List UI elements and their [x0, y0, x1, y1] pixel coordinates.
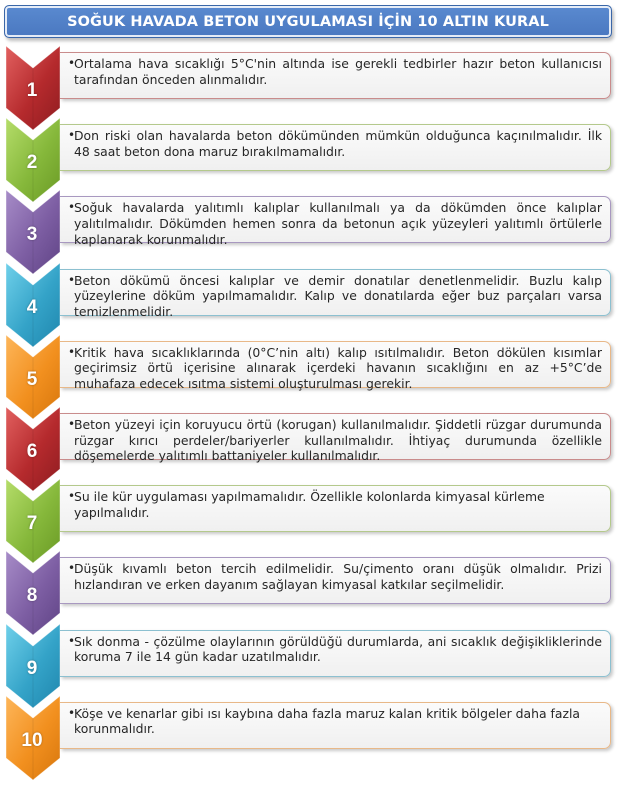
bullet-icon: • — [68, 344, 76, 359]
bullet-icon: • — [68, 561, 76, 576]
rule-text: Soğuk havalarda yalıtımlı kalıplar kullanılmalı ya da dökümden önce kalıplar yalıtılmalıdır. Dökümden hemen sonra da betonun açık yüzeyleri yalıtımlı örtülerle kaplanarak korunmalıdır. — [74, 200, 602, 247]
bullet-icon: • — [68, 56, 76, 70]
rule-text-box — [60, 124, 611, 171]
rule-text-box — [60, 630, 611, 677]
rule-text: Beton dökümü öncesi kalıplar ve demir donatılar denetlenmelidir. Buzlu kalıp yüzeylerine döküm yapılmamalıdır. Kalıp ve donatılarda eğer buz parçaları varsa temizlenmelidir. — [74, 272, 602, 319]
rule-text-box — [60, 557, 611, 604]
bullet-icon: • — [68, 417, 76, 431]
bullet-icon: • — [68, 272, 76, 287]
rule-item — [0, 407, 622, 479]
rule-text: Kritik hava sıcaklıklarında (0°C’nin altı) kalıp ısıtılmalıdır. Beton dökülen kısımlar geçirimsiz örtü içerisine alınarak içerdeki havanın sıcaklığını en az +5°C’de muhafaza edecek ısıtma sistemi oluşturulması gerekir. — [74, 344, 602, 391]
rule-text: Beton yüzeyi için koruyucu örtü (korugan) kullanılmalıdır. Şiddetli rüzgar durumunda rüzgar kırıcı perdeler/bariyerler kullanılmalıdır. İhtiyaç durumunda özellikle döşemelerde yalıtımlı battaniyeler kullanılmalıdır. — [74, 417, 602, 464]
rule-text: Ortalama hava sıcaklığı 5°C'nin altında ise gerekli tedbirler hazır beton kullanıcısı tarafından önceden alınmalıdır. — [74, 56, 602, 87]
rule-text-box — [60, 485, 611, 532]
rule-item — [0, 624, 622, 696]
rule-number: 3 — [26, 224, 38, 246]
rule-text-box — [60, 702, 611, 749]
rule-text: Düşük kıvamlı beton tercih edilmelidir. Su/çimento oranı düşük olmalıdır. Prizi hızlandıran ve erken dayanım sağlayan kimyasal katkılar seçilmelidir. — [74, 561, 602, 592]
rule-text-box — [60, 196, 611, 247]
bullet-icon: • — [68, 633, 76, 648]
bullet-icon: • — [68, 489, 76, 504]
rule-number: 6 — [26, 441, 38, 462]
bullet-icon: • — [68, 705, 76, 720]
bullet-icon: • — [68, 128, 76, 143]
rule-item — [0, 551, 622, 623]
rule-item — [0, 118, 622, 190]
rule-text: Don riski olan havalarda beton dökümünden mümkün olduğunca kaçınılmalıdır. İlk 48 saat beton dona maruz bırakılmamalıdır. — [74, 128, 602, 159]
rule-number: 4 — [26, 296, 38, 318]
rule-text-box — [60, 269, 611, 319]
rule-item — [0, 335, 622, 407]
rule-number: 5 — [26, 368, 38, 390]
rule-text: Sık donma - çözülme olaylarının görüldüğü durumlarda, ani sıcaklık değişikliklerinde koruma 7 ile 14 gün kadar uzatılmalıdır. — [74, 633, 602, 665]
rule-number: 7 — [26, 513, 38, 535]
rule-text-box — [60, 413, 611, 464]
page-title: SOĞUK HAVADA BETON UYGULAMASI İÇİN 10 ALTIN KURAL — [4, 5, 612, 38]
rule-number: 9 — [26, 657, 38, 679]
rule-item — [0, 190, 622, 262]
rule-number: 1 — [26, 80, 38, 101]
rule-text-box — [60, 341, 611, 391]
rule-item — [0, 263, 622, 335]
rule-number: 8 — [26, 585, 38, 607]
rule-item — [0, 46, 622, 118]
rule-item — [0, 696, 622, 768]
rule-number: 10 — [21, 729, 43, 751]
rule-item — [0, 479, 622, 551]
rule-number: 2 — [26, 152, 38, 174]
rule-text: Köşe ve kenarlar gibi ısı kaybına daha fazla maruz kalan kritik bölgeler daha fazla korunmalıdır. — [74, 705, 581, 737]
bullet-icon: • — [68, 200, 76, 215]
rule-text-box — [60, 52, 611, 99]
rule-text: Su ile kür uygulaması yapılmamalıdır. Özellikle kolonlarda kimyasal kürleme yapılmalıdır. — [74, 489, 545, 520]
